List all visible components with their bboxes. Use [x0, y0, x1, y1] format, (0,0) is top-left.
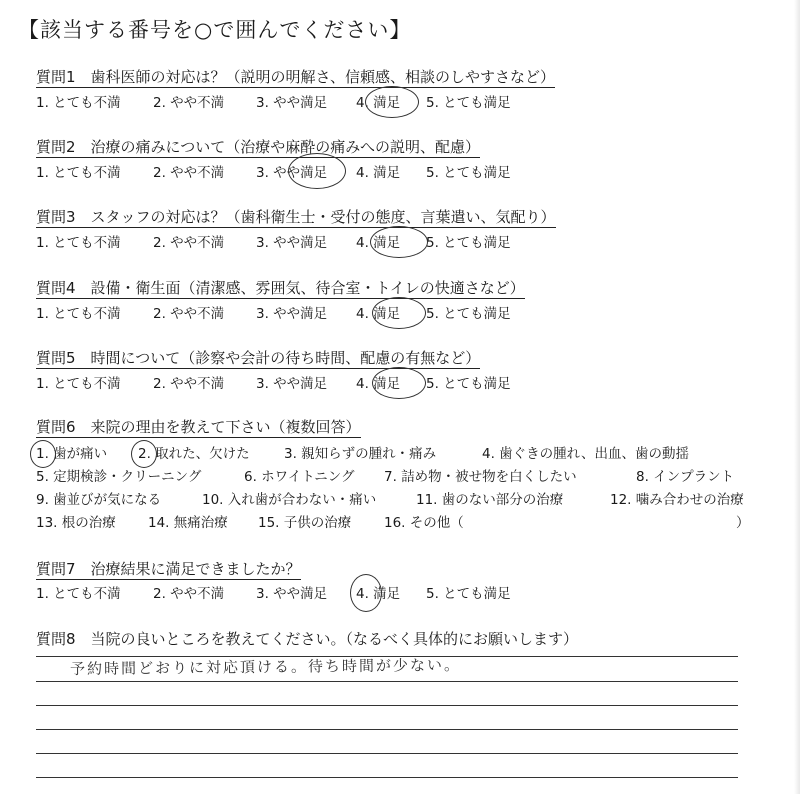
reason-row	[36, 491, 776, 514]
reason-row	[36, 514, 776, 537]
question-4-heading: 質問4 設備・衛生面（清潔感、雰囲気、待合室・トイレの快適さなど）	[36, 279, 525, 297]
option-5[interactable]: 5. とても満足	[426, 586, 511, 602]
handwritten-answer: 予約時間どおりに対応頂ける。待ち時間が少ない。	[69, 655, 462, 679]
reason-9[interactable]: 9. 歯並びが気になる	[36, 492, 162, 508]
answer-line	[36, 705, 738, 706]
reason-13[interactable]: 13. 根の治療	[36, 515, 116, 531]
other-close-paren: ）	[736, 515, 750, 531]
option-1[interactable]: 1. とても不満	[36, 376, 121, 392]
option-4[interactable]: 4. 満足	[356, 165, 401, 181]
question-1-options	[36, 94, 596, 112]
answer-line	[36, 777, 738, 778]
reason-14[interactable]: 14. 無痛治療	[148, 515, 228, 531]
option-4[interactable]: 4. 満足	[356, 306, 401, 322]
reason-6[interactable]: 6. ホワイトニング	[244, 469, 355, 485]
reason-16[interactable]: 16. その他（	[384, 515, 464, 531]
option-2[interactable]: 2. やや不満	[153, 376, 225, 392]
option-1[interactable]: 1. とても不満	[36, 586, 121, 602]
reason-list	[36, 445, 776, 537]
question-7-heading: 質問7 治療結果に満足できましたか？	[36, 560, 301, 578]
option-2[interactable]: 2. やや不満	[153, 586, 225, 602]
option-5[interactable]: 5. とても満足	[426, 235, 511, 251]
option-1[interactable]: 1. とても不満	[36, 165, 121, 181]
question-3-heading: 質問3 スタッフの対応は？（歯科衛生士・受付の態度、言葉遣い、気配り）	[36, 208, 556, 226]
question-2-options	[36, 164, 596, 182]
option-2[interactable]: 2. やや不満	[153, 95, 225, 111]
option-3[interactable]: 3. やや満足	[256, 165, 328, 181]
reason-5[interactable]: 5. 定期検診・クリーニング	[36, 469, 202, 485]
answer-line	[36, 753, 738, 754]
question-2-heading: 質問2 治療の痛みについて（治療や麻酔の痛みへの説明、配慮）	[36, 138, 480, 156]
reason-row	[36, 445, 776, 468]
option-3[interactable]: 3. やや満足	[256, 235, 328, 251]
question-7-options	[36, 585, 596, 603]
reason-1[interactable]: 1. 歯が痛い	[36, 446, 108, 462]
option-4[interactable]: 4. 満足	[356, 376, 401, 392]
reason-4[interactable]: 4. 歯ぐきの腫れ、出血、歯の動揺	[482, 446, 689, 462]
question-5-heading: 質問5 時間について（診察や会計の待ち時間、配慮の有無など）	[36, 349, 481, 367]
scan-edge	[794, 0, 800, 794]
reason-row	[36, 468, 776, 491]
option-2[interactable]: 2. やや不満	[153, 235, 225, 251]
page-title: 【該当する番号を○で囲んでください】	[18, 18, 412, 42]
option-3[interactable]: 3. やや満足	[256, 95, 328, 111]
reason-8[interactable]: 8. インプラント	[636, 469, 735, 485]
option-2[interactable]: 2. やや不満	[153, 165, 225, 181]
option-1[interactable]: 1. とても不満	[36, 235, 121, 251]
reason-11[interactable]: 11. 歯のない部分の治療	[416, 492, 564, 508]
reason-3[interactable]: 3. 親知らずの腫れ・痛み	[284, 446, 437, 462]
option-5[interactable]: 5. とても満足	[426, 306, 511, 322]
option-5[interactable]: 5. とても満足	[426, 165, 511, 181]
reason-2[interactable]: 2. 取れた、欠けた	[138, 446, 250, 462]
option-3[interactable]: 3. やや満足	[256, 306, 328, 322]
question-1-heading: 質問1 歯科医師の対応は？（説明の明解さ、信頼感、相談のしやすさなど）	[36, 68, 555, 86]
question-6-heading: 質問6 来院の理由を教えて下さい（複数回答）	[36, 418, 361, 436]
answer-line	[36, 729, 738, 730]
reason-10[interactable]: 10. 入れ歯が合わない・痛い	[202, 492, 377, 508]
answer-line	[36, 681, 738, 682]
option-1[interactable]: 1. とても不満	[36, 95, 121, 111]
question-5-options	[36, 375, 596, 393]
question-3-options	[36, 234, 596, 252]
reason-15[interactable]: 15. 子供の治療	[258, 515, 352, 531]
option-2[interactable]: 2. やや不満	[153, 306, 225, 322]
option-4[interactable]: 4. 満足	[356, 235, 401, 251]
option-3[interactable]: 3. やや満足	[256, 586, 328, 602]
option-5[interactable]: 5. とても満足	[426, 95, 511, 111]
reason-7[interactable]: 7. 詰め物・被せ物を白くしたい	[384, 469, 577, 485]
reason-12[interactable]: 12. 噛み合わせの治療	[610, 492, 744, 508]
question-8-heading: 質問8 当院の良いところを教えてください。（なるべく具体的にお願いします）	[36, 630, 579, 648]
question-4-options	[36, 305, 596, 323]
option-3[interactable]: 3. やや満足	[256, 376, 328, 392]
option-4[interactable]: 4. 満足	[356, 95, 401, 111]
option-5[interactable]: 5. とても満足	[426, 376, 511, 392]
option-1[interactable]: 1. とても不満	[36, 306, 121, 322]
option-4[interactable]: 4. 満足	[356, 586, 401, 602]
